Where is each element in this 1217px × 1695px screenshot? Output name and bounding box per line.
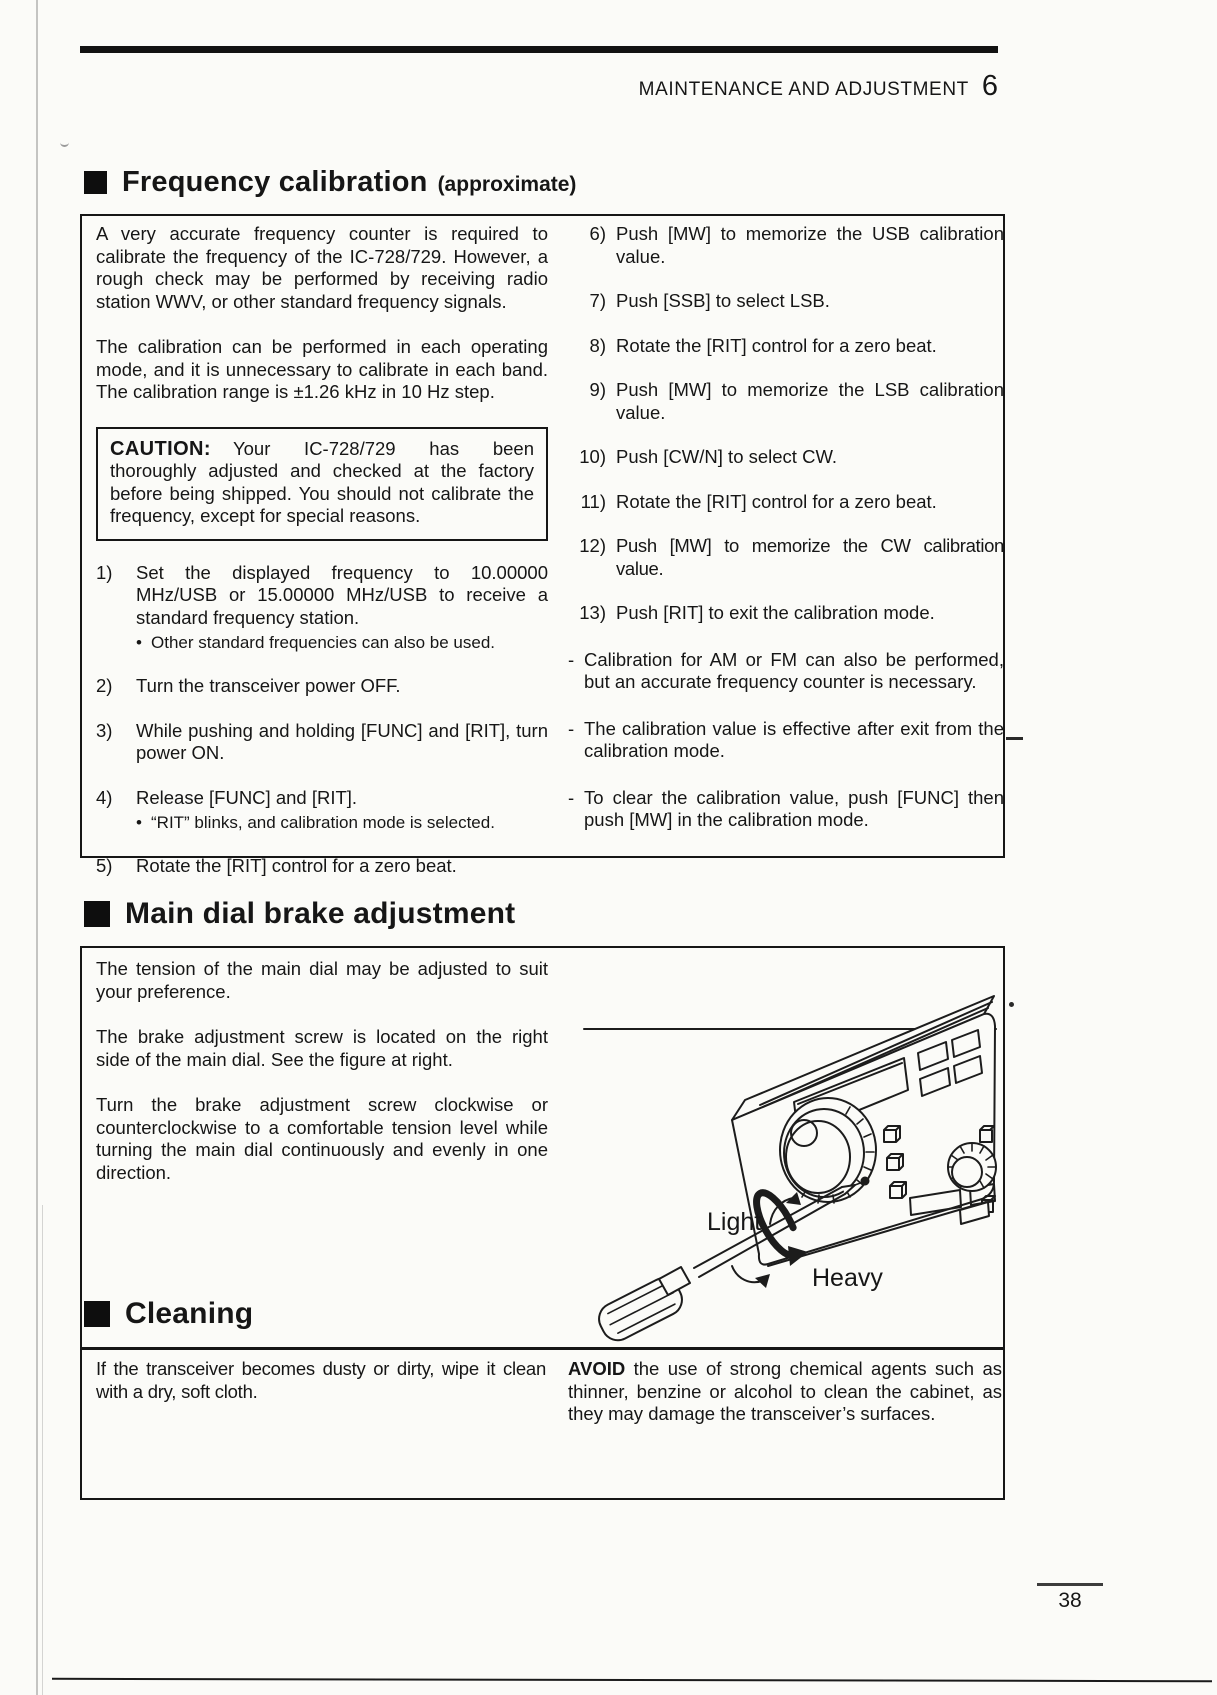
step-11 xyxy=(568,491,1004,514)
step-note xyxy=(136,812,548,833)
scan-artifact-bottom-line xyxy=(52,1678,1212,1682)
step-text: Push [MW] to memorize the USB calibration value. xyxy=(616,223,1004,267)
step-7 xyxy=(568,290,1004,313)
calibration-note-3 xyxy=(568,787,1004,832)
screwdriver xyxy=(594,1182,863,1344)
brake-paragraph-3: Turn the brake adjustment screw clockwise or counterclockwise to a comfortable tension level while turning the main dial continuously and evenly in one direction. xyxy=(96,1094,548,1183)
header-rule xyxy=(80,46,998,53)
caution-text: Your IC-728/729 has been thoroughly adjusted and checked at the factory before being shipped. You should not calibrate the frequency, except for special reasons. xyxy=(110,437,534,526)
section-title: Main dial brake adjustment xyxy=(125,897,516,930)
step-text: Rotate the [RIT] control for a zero beat. xyxy=(136,855,457,876)
cleaning-left-text: If the transceiver becomes dusty or dirty, wipe it clean with a dry, soft cloth. xyxy=(96,1358,546,1402)
step-1 xyxy=(96,562,548,654)
cleaning-box xyxy=(80,1347,1005,1500)
step-number: 10) xyxy=(579,446,606,467)
step-number: 2) xyxy=(96,675,113,696)
step-number: 11) xyxy=(580,490,606,512)
step-text: While pushing and holding [FUNC] and [RIT], turn power ON. xyxy=(136,719,548,763)
brake-paragraph-2: The brake adjustment screw is located on the right side of the main dial. See the figure at right. xyxy=(96,1026,548,1070)
brake-text-column xyxy=(96,958,548,1184)
section-title-suffix: (approximate) xyxy=(437,173,577,196)
step-text: Release [FUNC] and [RIT]. xyxy=(136,786,358,808)
step-13 xyxy=(568,602,1004,625)
cleaning-right-text xyxy=(568,1358,1002,1426)
note-text: Calibration for AM or FM can also be performed, but an accurate frequency counter is necessary. xyxy=(584,648,1004,692)
scan-artifact-left-edge-2 xyxy=(42,1205,43,1695)
step-text: Set the displayed frequency to 10.00000 MHz/USB or 15.00000 MHz/USB to receive a standard frequency station. xyxy=(136,561,548,628)
step-number: 4) xyxy=(96,786,113,808)
page-header xyxy=(520,70,998,103)
brake-paragraph-1: The tension of the main dial may be adjusted to suit your preference. xyxy=(96,958,548,1002)
step-number: 5) xyxy=(96,855,113,876)
section-square-icon xyxy=(84,901,110,927)
step-text: Push [CW/N] to select CW. xyxy=(616,446,838,467)
step-number: 7) xyxy=(589,290,606,311)
scan-artifact-dash xyxy=(1006,737,1023,740)
freq-cal-right-column xyxy=(568,223,1004,832)
step-text: Push [MW] to memorize the CW calibration value. xyxy=(616,535,1004,579)
step-text: Turn the transceiver power OFF. xyxy=(136,675,401,696)
step-5 xyxy=(96,855,548,878)
scan-artifact-left-edge xyxy=(36,0,38,1695)
main-dial xyxy=(780,1098,876,1203)
avoid-text: the use of strong chemical agents such as thinner, benzine or alcohol to clean the cabinet, as they may damage the transceiver’s surfaces. xyxy=(568,1358,1002,1424)
step-number: 6) xyxy=(589,223,606,244)
step-number: 9) xyxy=(589,379,606,400)
step-text: Rotate the [RIT] control for a zero beat. xyxy=(616,334,937,356)
page-number: 38 xyxy=(1058,1589,1082,1612)
bullet-icon: • xyxy=(136,633,142,652)
light-label: Light xyxy=(707,1208,762,1236)
freq-cal-left-column xyxy=(96,223,548,878)
step-note-text: “RIT” blinks, and calibration mode is selected. xyxy=(151,813,495,832)
heavy-direction-arrow xyxy=(732,1266,770,1288)
step-2 xyxy=(96,675,548,698)
step-4 xyxy=(96,787,548,834)
step-3 xyxy=(96,720,548,765)
calibration-note-1 xyxy=(568,649,1004,694)
main-dial-brake-box xyxy=(80,946,1005,1350)
section-heading-cleaning xyxy=(84,1297,253,1331)
avoid-label: AVOID xyxy=(568,1358,626,1379)
step-8 xyxy=(568,335,1004,358)
step-text: Push [SSB] to select LSB. xyxy=(616,290,830,311)
step-text: Rotate the [RIT] control for a zero beat. xyxy=(616,490,937,512)
page-number-rule xyxy=(1037,1583,1103,1586)
frequency-calibration-box xyxy=(80,214,1005,876)
section-square-icon xyxy=(84,1301,110,1327)
dash-icon: - xyxy=(568,786,575,808)
intro-paragraph-1: A very accurate frequency counter is required to calibrate the frequency of the IC-728/729. However, a rough check may be performed by receiving radio station WWV, or other standard frequency signals. xyxy=(96,223,548,312)
note-text: The calibration value is effective after exit from the calibration mode. xyxy=(584,717,1004,761)
step-10 xyxy=(568,446,1004,469)
brake-adjustment-figure xyxy=(582,952,1000,1344)
dash-icon: - xyxy=(568,717,575,739)
small-knob xyxy=(948,1143,996,1191)
heavy-label: Heavy xyxy=(812,1264,883,1292)
section-heading-main-dial-brake xyxy=(84,897,515,931)
step-text: Push [MW] to memorize the LSB calibration value. xyxy=(616,379,1004,423)
step-12 xyxy=(568,535,1004,580)
scan-artifact-dot xyxy=(1009,1002,1014,1007)
bullet-icon: • xyxy=(136,813,142,832)
step-note xyxy=(136,632,548,653)
section-heading-frequency-calibration xyxy=(84,166,576,199)
step-number: 1) xyxy=(96,561,113,583)
dash-icon: - xyxy=(568,648,575,670)
step-6 xyxy=(568,223,1004,268)
chapter-number: 6 xyxy=(981,70,998,102)
step-number: 13) xyxy=(579,602,606,623)
section-title: Frequency calibration xyxy=(122,166,428,198)
brake-adjustment-screw xyxy=(862,1178,869,1185)
step-9 xyxy=(568,379,1004,424)
calibration-note-2 xyxy=(568,718,1004,763)
step-text: Push [RIT] to exit the calibration mode. xyxy=(616,602,935,623)
note-text: To clear the calibration value, push [FUNC] then push [MW] in the calibration mode. xyxy=(584,786,1004,830)
step-number: 8) xyxy=(589,334,606,356)
scan-artifact-mark xyxy=(60,138,69,147)
section-title: Cleaning xyxy=(125,1297,254,1330)
step-note-text: Other standard frequencies can also be used. xyxy=(151,633,495,652)
caution-box xyxy=(96,427,548,541)
header-title: MAINTENANCE AND ADJUSTMENT xyxy=(638,79,969,100)
step-number: 3) xyxy=(96,719,113,741)
section-square-icon xyxy=(84,171,107,194)
caution-label: CAUTION: xyxy=(110,437,211,460)
intro-paragraph-2: The calibration can be performed in each operating mode, and it is unnecessary to calibrate in each band. The calibration range is ±1.26 kHz in 10 Hz step. xyxy=(96,336,548,402)
step-number: 12) xyxy=(579,535,606,556)
